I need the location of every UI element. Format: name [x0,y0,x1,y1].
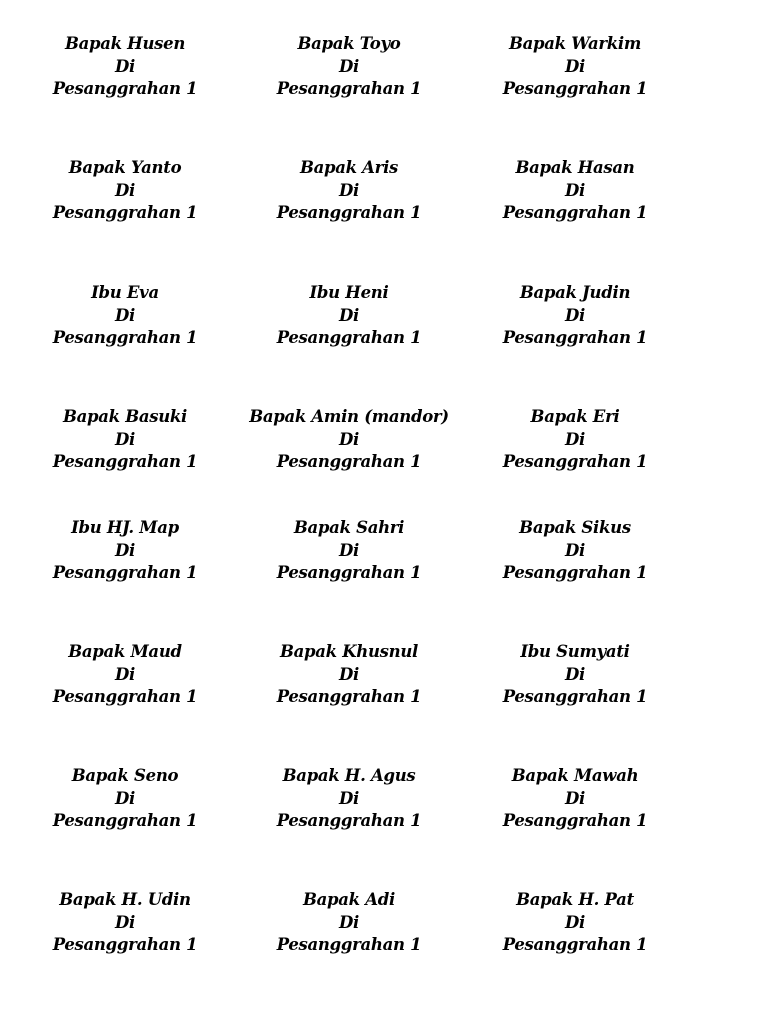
location-name: Pesanggrahan 1 [276,203,422,222]
location-prefix: Di [115,664,135,684]
recipient-name: Bapak Toyo [297,34,401,53]
recipient-name: Ibu Eva [91,283,159,302]
location-name: Pesanggrahan 1 [502,203,648,222]
location-prefix: Di [339,56,359,76]
address-label [237,889,461,957]
location-name: Pesanggrahan 1 [502,328,648,347]
location-prefix: Di [339,788,359,808]
location-name: Pesanggrahan 1 [502,687,648,706]
location-prefix: Di [115,305,135,325]
address-label [463,641,687,709]
location-prefix: Di [565,540,585,560]
location-name: Pesanggrahan 1 [276,563,422,582]
location-name: Pesanggrahan 1 [276,328,422,347]
location-prefix: Di [115,180,135,200]
recipient-name: Bapak Aris [299,158,399,177]
location-prefix: Di [115,540,135,560]
location-prefix: Di [565,912,585,932]
recipient-name: Bapak Yanto [68,158,182,177]
address-label [237,406,461,474]
recipient-name: Bapak Husen [64,34,186,53]
location-name: Pesanggrahan 1 [276,935,422,954]
location-prefix: Di [115,788,135,808]
recipient-name: Bapak Adi [303,890,395,909]
address-label [13,889,237,957]
address-label [237,517,461,585]
recipient-name: Ibu Sumyati [520,642,630,661]
recipient-name: Bapak H. Udin [59,890,191,909]
address-label [13,517,237,585]
recipient-name: Bapak H. Agus [282,766,416,785]
address-label [237,765,461,833]
address-label [463,157,687,225]
location-name: Pesanggrahan 1 [276,79,422,98]
location-name: Pesanggrahan 1 [502,811,648,830]
recipient-name: Bapak H. Pat [516,890,634,909]
recipient-name: Bapak Judin [519,283,631,302]
location-prefix: Di [565,664,585,684]
location-name: Pesanggrahan 1 [52,79,198,98]
location-prefix: Di [115,912,135,932]
location-name: Pesanggrahan 1 [52,328,198,347]
location-name: Pesanggrahan 1 [52,811,198,830]
location-prefix: Di [565,788,585,808]
address-label [13,282,237,350]
address-label [463,765,687,833]
recipient-name: Bapak Sahri [293,518,405,537]
location-prefix: Di [339,912,359,932]
recipient-name: Ibu HJ. Map [71,518,179,537]
recipient-name: Bapak Sikus [519,518,631,537]
location-name: Pesanggrahan 1 [52,935,198,954]
address-label [237,282,461,350]
location-prefix: Di [339,305,359,325]
address-label [463,33,687,101]
location-prefix: Di [565,305,585,325]
address-label [13,406,237,474]
location-prefix: Di [565,180,585,200]
location-prefix: Di [565,429,585,449]
location-prefix: Di [339,429,359,449]
location-prefix: Di [339,540,359,560]
recipient-name: Bapak Hasan [515,158,635,177]
address-label [463,889,687,957]
recipient-name: Bapak Amin (mandor) [249,407,449,426]
address-label [237,641,461,709]
location-prefix: Di [339,664,359,684]
address-label [237,33,461,101]
location-name: Pesanggrahan 1 [502,79,648,98]
recipient-name: Ibu Heni [309,283,389,302]
recipient-name: Bapak Khusnul [279,642,419,661]
location-prefix: Di [115,56,135,76]
address-label [463,282,687,350]
location-name: Pesanggrahan 1 [276,452,422,471]
location-prefix: Di [339,180,359,200]
address-label [13,33,237,101]
address-label [237,157,461,225]
location-name: Pesanggrahan 1 [276,811,422,830]
recipient-name: Bapak Seno [71,766,179,785]
location-prefix: Di [565,56,585,76]
recipient-name: Bapak Warkim [508,34,642,53]
location-name: Pesanggrahan 1 [276,687,422,706]
address-label [13,157,237,225]
location-name: Pesanggrahan 1 [52,203,198,222]
address-label [463,517,687,585]
location-prefix: Di [115,429,135,449]
recipient-name: Bapak Basuki [62,407,188,426]
location-name: Pesanggrahan 1 [52,452,198,471]
location-name: Pesanggrahan 1 [502,452,648,471]
location-name: Pesanggrahan 1 [52,687,198,706]
address-label [463,406,687,474]
recipient-name: Bapak Mawah [511,766,639,785]
location-name: Pesanggrahan 1 [502,935,648,954]
recipient-name: Bapak Eri [530,407,620,426]
location-name: Pesanggrahan 1 [52,563,198,582]
recipient-name: Bapak Maud [68,642,182,661]
address-label [13,765,237,833]
location-name: Pesanggrahan 1 [502,563,648,582]
address-label [13,641,237,709]
